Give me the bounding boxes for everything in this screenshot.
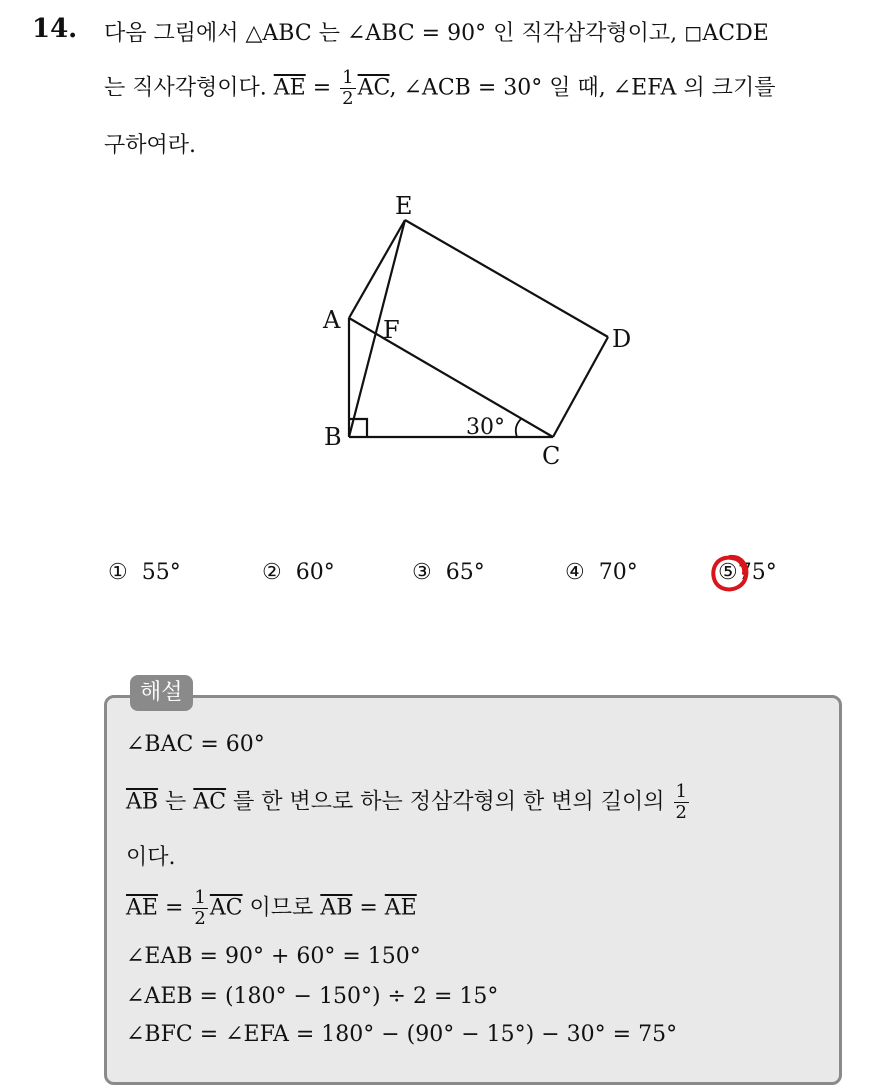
- choice-number: ①: [108, 560, 128, 585]
- choice-number: ③: [412, 560, 432, 585]
- red-circle-mark-icon: [710, 554, 750, 594]
- question-line-3: 구하여라.: [104, 133, 197, 158]
- segment-ac: $\overline{AC}$: [209, 895, 243, 921]
- choice-value: 55°: [141, 560, 181, 585]
- segment-ae: $\overline{AE}$: [126, 895, 158, 921]
- fraction-numerator: 1: [342, 67, 354, 88]
- equals-sign: =: [157, 895, 191, 921]
- label-angle-30: 30°: [466, 415, 505, 440]
- choice-number-marked: [718, 560, 738, 585]
- choice-value: 70°: [598, 560, 638, 585]
- segment-ac-line: [349, 318, 553, 437]
- segment-ab: $\overline{AB}$: [126, 789, 159, 815]
- choice-5[interactable]: [718, 560, 777, 585]
- label-e: E: [395, 192, 413, 220]
- question-text: , ∠ACB = 30° 일 때, ∠EFA 의 크기를: [389, 75, 776, 101]
- solution-line-7: ∠BFC = ∠EFA = 180° − (90° − 15°) − 30° = 75°: [126, 1022, 678, 1047]
- fraction-denominator: 2: [342, 88, 354, 109]
- question-line-2: [104, 68, 775, 109]
- segment-ae: $\overline{AE}$: [384, 895, 417, 921]
- label-f: F: [383, 316, 400, 344]
- question-text: 는 직사각형이다.: [104, 75, 274, 101]
- question-number: 14.: [32, 14, 78, 44]
- figure-diagram: [310, 180, 650, 480]
- choice-4[interactable]: [565, 560, 638, 585]
- solution-text: 를 한 변으로 하는 정삼각형의 한 변의 길이의: [226, 789, 672, 815]
- segment-ab: $\overline{AB}$: [320, 895, 353, 921]
- solution-text: 이므로: [242, 895, 321, 921]
- equals-sign: =: [352, 895, 385, 921]
- label-c: C: [542, 442, 561, 470]
- answer-choices: [0, 560, 884, 600]
- solution-line-6: ∠AEB = (180° − 150°) ÷ 2 = 15°: [126, 984, 499, 1009]
- segment-ed-line: [405, 220, 608, 337]
- segment-dc-line: [553, 337, 608, 437]
- segment-ae: $\overline{AE}$: [273, 75, 306, 101]
- solution-line-2: [126, 782, 691, 823]
- fraction-numerator: 1: [194, 887, 206, 908]
- equals-sign: =: [305, 75, 339, 101]
- solution-tag: 해설: [130, 675, 193, 711]
- segment-ae-line: [349, 220, 405, 318]
- solution-line-5: ∠EAB = 90° + 60° = 150°: [126, 944, 421, 969]
- solution-line-4: [126, 888, 417, 929]
- fraction-denominator: 2: [194, 908, 206, 929]
- fraction-half: [340, 68, 355, 109]
- label-d: D: [612, 325, 632, 353]
- choice-3[interactable]: [412, 560, 485, 585]
- solution-line-3: 이다.: [126, 845, 176, 870]
- solution-line-1: ∠BAC = 60°: [126, 732, 265, 757]
- segment-ac: $\overline{AC}$: [193, 789, 227, 815]
- geometry-figure: [310, 180, 650, 480]
- fraction-half: [192, 888, 207, 929]
- fraction-half: [674, 782, 689, 823]
- choice-value: 65°: [445, 560, 485, 585]
- fraction-denominator: 2: [675, 802, 687, 823]
- choice-value: 60°: [295, 560, 335, 585]
- label-b: B: [324, 423, 342, 451]
- question-line-1: 다음 그림에서 △ABC 는 ∠ABC = 90° 인 직각삼각형이고, ◻ACDE: [104, 21, 769, 46]
- angle-arc: [516, 418, 522, 437]
- fraction-numerator: 1: [675, 781, 687, 802]
- choice-2[interactable]: [262, 560, 335, 585]
- choice-number: ⑤: [718, 560, 738, 585]
- choice-number: ④: [565, 560, 585, 585]
- label-a: A: [323, 306, 341, 334]
- choice-number: ②: [262, 560, 282, 585]
- solution-text: 는: [158, 789, 194, 815]
- choice-1[interactable]: [108, 560, 181, 585]
- choice-value: 75°: [737, 560, 777, 585]
- segment-ac: $\overline{AC}$: [357, 75, 390, 101]
